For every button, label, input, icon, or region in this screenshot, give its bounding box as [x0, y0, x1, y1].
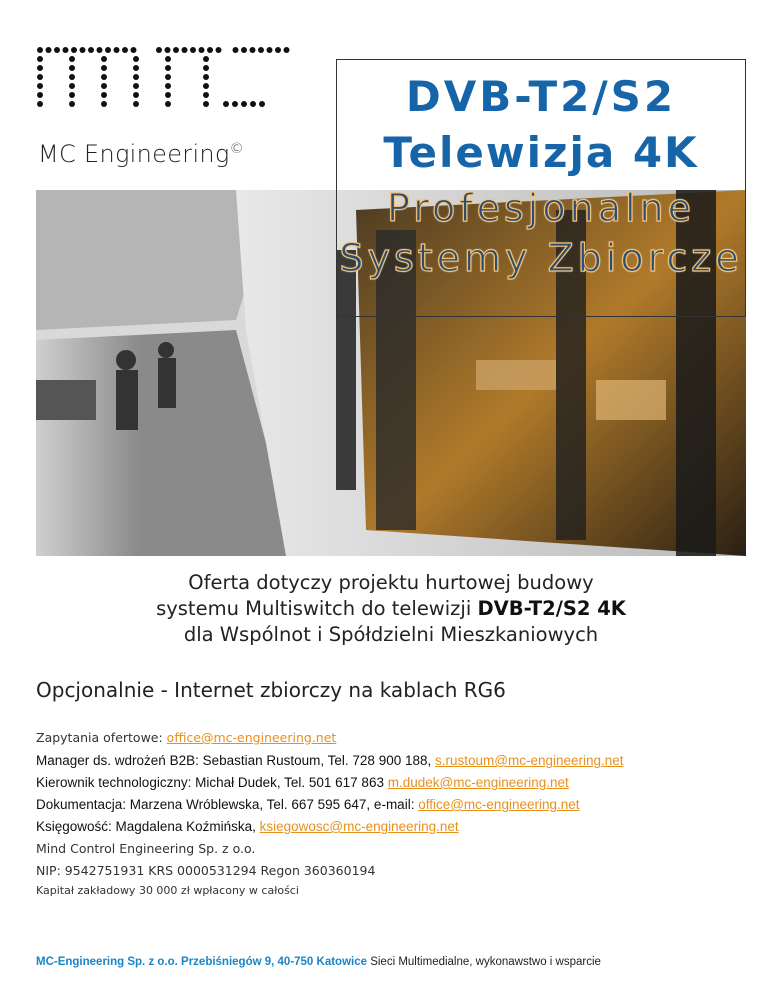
title-dvb: DVB-T2/S2 — [405, 72, 677, 121]
optional-internet: Opcjonalnie - Internet zbiorczy na kablach RG6 — [36, 678, 506, 702]
company-capital: Kapitał zakładowy 30 000 zł wpłacony w całości — [36, 884, 299, 897]
tech-email-link[interactable]: m.dudek@mc-engineering.net — [387, 775, 569, 790]
tech-line: Kierownik technologiczny: Michał Dudek, Tel. 501 617 863 m.dudek@mc-engineering.net — [36, 775, 569, 790]
offer-text: Oferta dotyczy projektu hurtowej budowy systemu Multiswitch do telewizji DVB-T2/S2 4K dla Wspólnot i Spółdzielni Mieszkaniowych — [156, 571, 626, 646]
docs-line: Dokumentacja: Marzena Wróblewska, Tel. 667 595 647, e-mail: office@mc-engineering.net — [36, 797, 580, 812]
title-telewizja: Telewizja 4K — [383, 128, 699, 177]
docs-email-link[interactable]: office@mc-engineering.net — [418, 797, 580, 812]
footer-tagline: Sieci Multimedialne, wykonawstwo i wsparcie — [367, 956, 601, 968]
title-systemy: Systemy Zbiorcze — [339, 236, 743, 280]
company-name: Mind Control Engineering Sp. z o.o. — [36, 841, 256, 856]
accounting-email-link[interactable]: ksiegowosc@mc-engineering.net — [259, 819, 459, 834]
accounting-line: Księgowość: Magdalena Koźmińska, ksiegowosc@mc-engineering.net — [36, 819, 459, 834]
inquiries-line: Zapytania ofertowe: office@mc-engineering.net — [36, 730, 337, 745]
title-profesjonalne: Profesjonalne — [386, 186, 696, 230]
footer-address: MC-Engineering Sp. z o.o. Przebiśniegów 9, 40-750 Katowice — [36, 956, 368, 968]
logo-subtitle: MC Engineering© — [38, 140, 244, 168]
manager-email-link[interactable]: s.rustoum@mc-engineering.net — [435, 753, 624, 768]
footer — [36, 956, 736, 968]
manager-line: Manager ds. wdrożeń B2B: Sebastian Rustoum, Tel. 728 900 188, s.rustoum@mc-engineering.net — [36, 753, 624, 768]
inquiries-email-link[interactable]: office@mc-engineering.net — [166, 730, 337, 745]
mc-logo — [36, 44, 296, 114]
company-ids: NIP: 9542751931 KRS 0000531294 Regon 360360194 — [36, 863, 376, 878]
